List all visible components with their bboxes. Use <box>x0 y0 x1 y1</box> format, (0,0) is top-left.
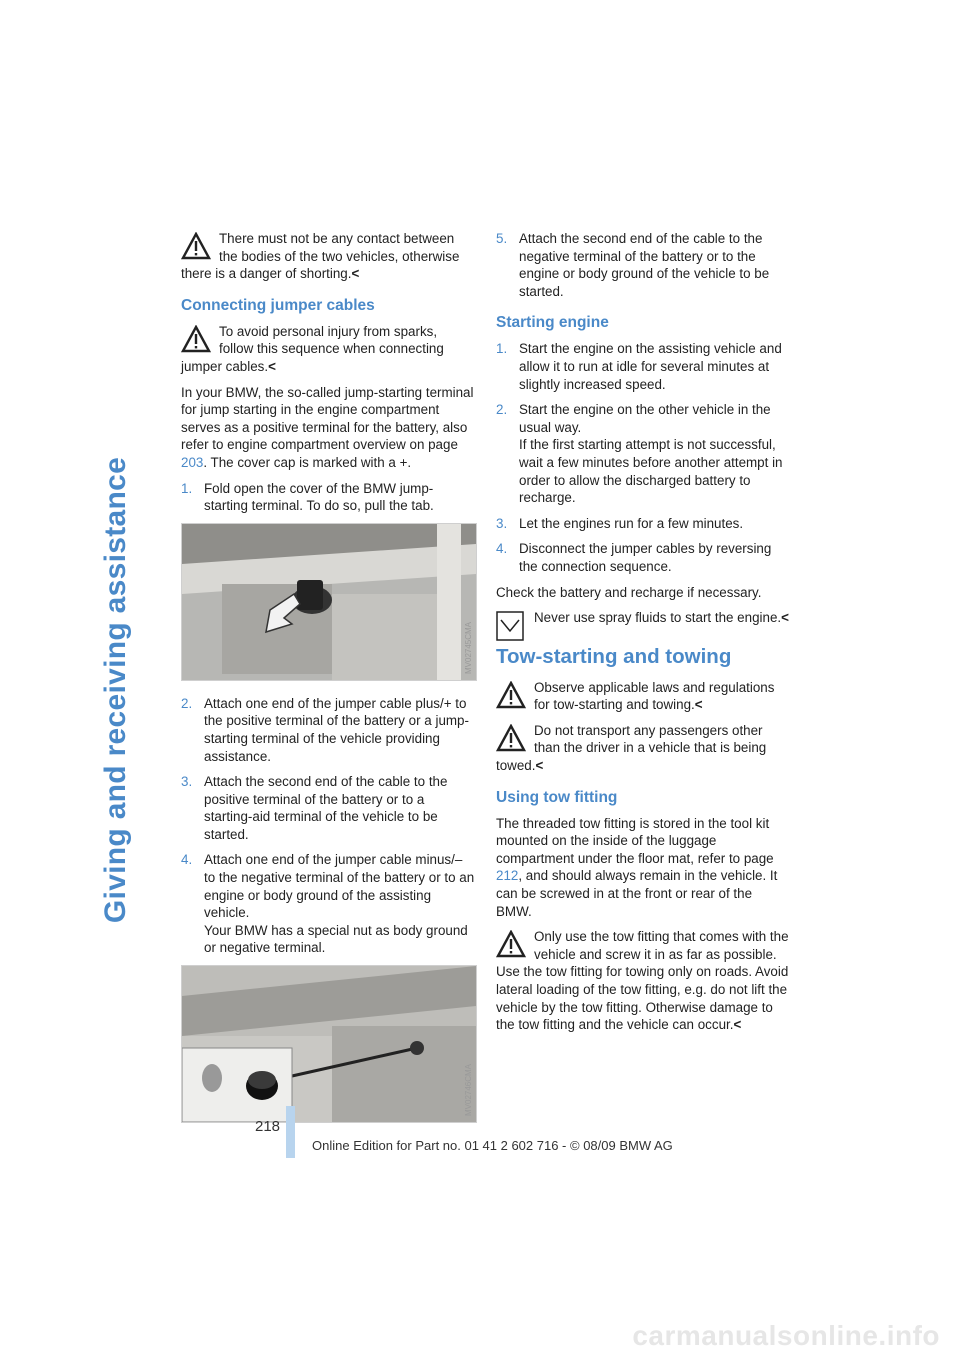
page-link-212[interactable]: 212 <box>496 868 519 884</box>
image-code: MV02746CMA <box>464 1064 473 1117</box>
step-number: 4. <box>496 541 508 557</box>
warning-text: Observe applicable laws and regulations for tow-starting and towing. <box>534 679 775 713</box>
intro-paragraph <box>181 384 475 472</box>
end-mark: < <box>351 266 360 282</box>
step-number: 3. <box>496 515 508 531</box>
list-item <box>181 773 475 843</box>
tow-text-end: , and should always remain in the vehicle. It can be screwed in at the front or rear of the BMW. <box>496 868 778 919</box>
step-number: 1. <box>181 480 193 496</box>
step-text: Attach the second end of the cable to the positive terminal of the battery or to a starting-aid terminal of the vehicle to be started. <box>204 774 448 842</box>
edition-text: Online Edition for Part no. 01 41 2 602 716 - © 08/09 BMW AG <box>312 1138 673 1153</box>
step-text: Start the engine on the other vehicle in the usual way. <box>519 402 771 435</box>
warning-text: To avoid personal injury from sparks, follow this sequence when connecting jumper cables. <box>181 323 444 374</box>
warning-triangle-icon <box>181 232 211 260</box>
tow-fitting-paragraph <box>496 815 790 921</box>
warning-triangle-icon <box>496 930 526 958</box>
engine-compartment-photo <box>181 523 477 681</box>
heading-using-tow-fitting: Using tow fitting <box>496 788 618 806</box>
step-extra-text: If the first starting attempt is not successful, wait a few minutes before another attempt in order to allow the discharged battery to recharge. <box>519 437 783 506</box>
step-number: 2. <box>181 695 193 711</box>
intro-text-end: . The cover cap is marked with a +. <box>203 454 412 470</box>
terminal-illustration <box>182 524 476 680</box>
end-mark: < <box>733 1017 742 1033</box>
heading-connecting-jumper-cables: Connecting jumper cables <box>181 296 375 314</box>
step-text: Attach one end of the jumper cable plus/+ to the positive terminal of the battery or a jump-starting terminal of the vehicle providing assistance. <box>204 695 469 764</box>
warning-sequence <box>181 323 475 376</box>
heading-tow-starting-and-towing: Tow-starting and towing <box>496 644 732 668</box>
page-link-203[interactable]: 203 <box>181 454 204 470</box>
list-item <box>181 695 475 765</box>
step-number: 1. <box>496 341 508 357</box>
step-number: 5. <box>496 231 508 246</box>
warning-text: There must not be any contact between the bodies of the two vehicles, otherwise there is a danger of shorting. <box>181 231 460 282</box>
warning-laws <box>496 679 790 714</box>
end-mark: < <box>268 358 276 374</box>
ground-nut-illustration <box>182 966 476 1122</box>
list-item <box>181 480 475 515</box>
list-item <box>496 401 790 507</box>
section-title-text: Giving and receiving assistance <box>99 456 132 924</box>
page-number: 218 <box>255 1118 281 1135</box>
warning-shorting <box>181 230 475 283</box>
list-item <box>496 340 790 393</box>
list-item <box>496 230 790 300</box>
warning-text: Only use the tow fitting that comes with the vehicle and screw it in as far as possible. Use the tow fitting for towing only on roads. Avoid lateral loading of the tow fitting, e.g. do not lift the vehicle by the tow fitting. Otherwise damage to the tow fitting and the vehicle can occur. <box>496 929 789 1033</box>
warning-tow-only <box>496 928 790 1034</box>
step-text: Disconnect the jumper cables by reversing the connection sequence. <box>519 541 772 574</box>
warning-triangle-icon <box>181 325 211 353</box>
step-text: Let the engines run for a few minutes. <box>519 515 744 531</box>
image-code: MV02745CMA <box>464 621 473 674</box>
connect-steps-c <box>496 230 790 300</box>
list-item <box>496 515 790 533</box>
left-column <box>181 230 475 1137</box>
end-mark: < <box>781 610 789 626</box>
step-number: 2. <box>496 402 508 418</box>
warning-text: Do not transport any passengers other than the driver in a vehicle that is being towed. <box>496 722 767 774</box>
step-text: Attach the second end of the cable to the negative terminal of the battery or to the engine or body ground of the vehicle to be started. <box>519 231 770 299</box>
step-text: Fold open the cover of the BMW jump-starting terminal. To do so, pull the tab. <box>204 480 434 514</box>
end-mark: < <box>694 697 703 713</box>
warning-passengers <box>496 722 790 775</box>
step-extra-text: Your BMW has a special nut as body ground or negative terminal. <box>204 922 468 956</box>
note-text: Never use spray fluids to start the engine. <box>534 610 782 626</box>
starting-steps <box>496 340 790 575</box>
note-spray-fluids <box>496 609 790 627</box>
list-item <box>496 540 790 575</box>
right-column <box>496 230 790 1042</box>
connect-steps-b <box>181 695 475 957</box>
note-icon <box>496 611 524 641</box>
watermark: carmanualsonline.info <box>632 1320 940 1351</box>
list-item <box>181 851 475 957</box>
connect-steps-a <box>181 480 475 515</box>
footer-accent-bar <box>286 1106 295 1158</box>
end-mark: < <box>535 758 544 774</box>
step-text: Start the engine on the assisting vehicle and allow it to run at idle for several minutes at slightly increased speed. <box>519 341 782 392</box>
warning-triangle-icon <box>496 681 526 709</box>
heading-starting-engine: Starting engine <box>496 314 609 332</box>
check-battery-text: Check the battery and recharge if necessary. <box>496 584 762 600</box>
tow-text: The threaded tow fitting is stored in the tool kit mounted on the inside of the luggage compartment under the floor mat, refer to page <box>496 815 774 866</box>
step-text: Attach one end of the jumper cable minus/– to the negative terminal of the battery or to an engine or body ground of the assisting vehicle. <box>204 852 475 921</box>
warning-triangle-icon <box>496 724 526 752</box>
step-number: 3. <box>181 774 193 790</box>
step-number: 4. <box>181 852 193 868</box>
intro-text: In your BMW, the so-called jump-starting terminal for jump starting in the engine compartment serves as a positive terminal for the battery, also refer to engine compartment overview on page <box>181 384 474 453</box>
body-ground-photo <box>181 965 477 1123</box>
